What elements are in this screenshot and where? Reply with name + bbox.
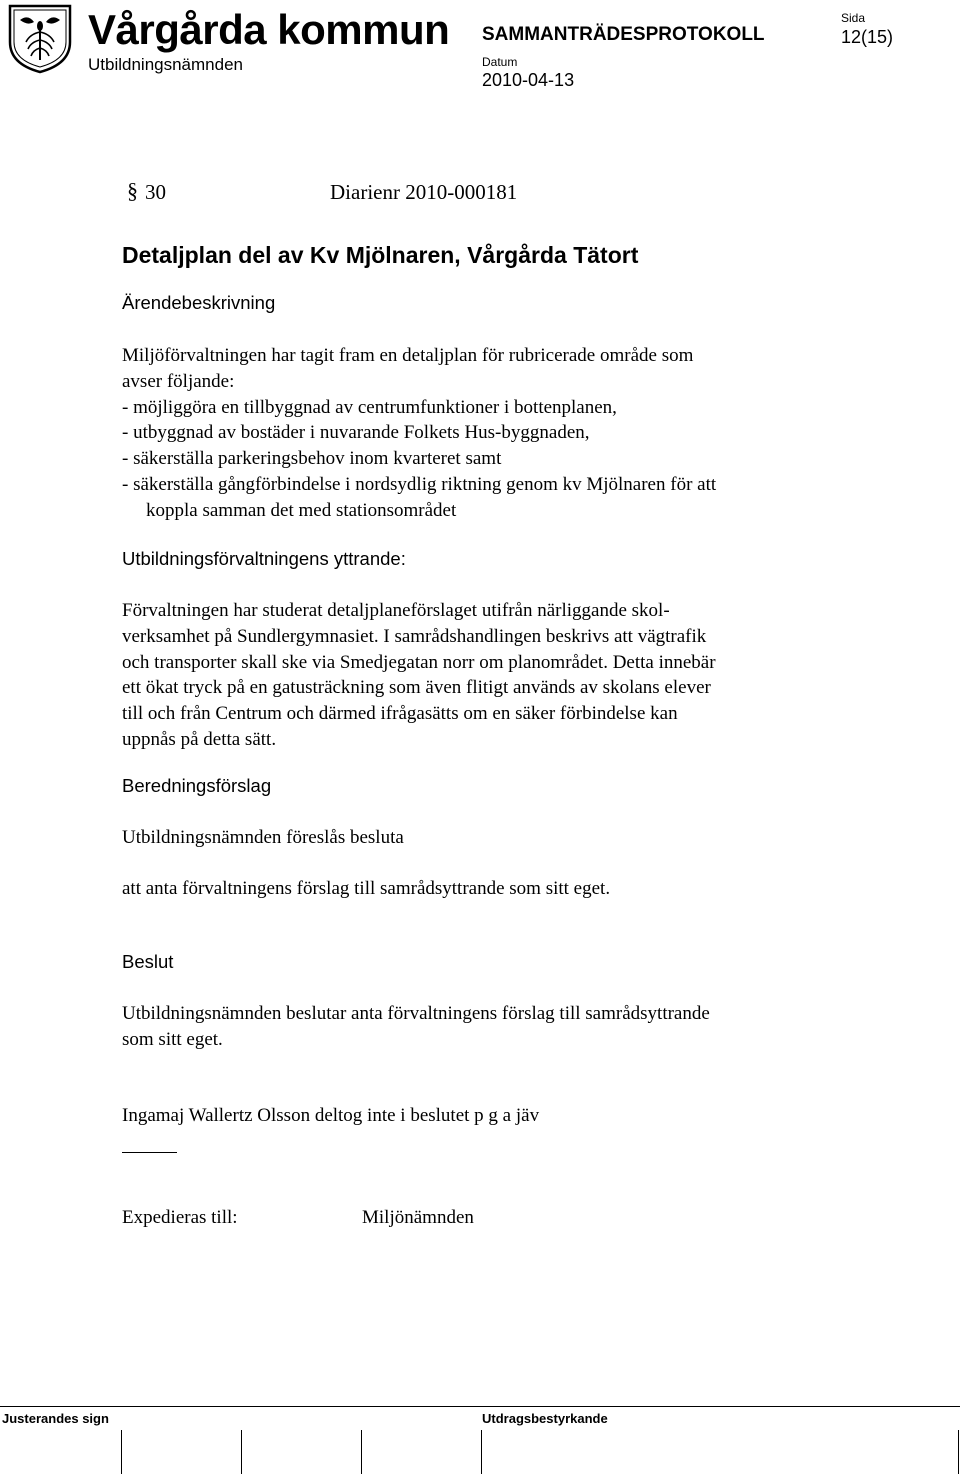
list-item: - utbyggnad av bostäder i nuvarande Folkets Hus-byggnaden, xyxy=(122,422,590,444)
justerandes-sign-label: Justerandes sign xyxy=(2,1411,109,1426)
list-item: - möjliggöra en tillbyggnad av centrumfunktioner i bottenplanen, xyxy=(122,396,617,418)
text-line: uppnås på detta sätt. xyxy=(122,728,277,750)
signature-box-divider xyxy=(121,1430,122,1474)
beslut-paragraph xyxy=(122,1001,832,1053)
case-title: Detaljplan del av Kv Mjölnaren, Vårgårda Tätort xyxy=(122,242,639,268)
organization-name: Vårgårda kommun xyxy=(88,6,450,53)
signature-divider xyxy=(122,1152,177,1153)
signature-box-divider xyxy=(481,1430,482,1474)
text-line: som sitt eget. xyxy=(122,1028,223,1050)
beredning-intro: Utbildningsnämnden föreslås besluta xyxy=(122,827,404,848)
utdragsbestyrkande-label: Utdragsbestyrkande xyxy=(482,1411,608,1426)
document-type: SAMMANTRÄDESPROTOKOLL xyxy=(482,24,765,45)
list-item-continuation: koppla samman det med stationsområdet xyxy=(146,499,457,521)
footer-divider xyxy=(0,1406,960,1407)
section-heading-arendebeskrivning: Ärendebeskrivning xyxy=(122,292,276,313)
text-line: Förvaltningen har studerat detaljplaneförslaget utifrån närliggande skol- xyxy=(122,600,670,621)
yttrande-paragraph xyxy=(122,598,832,753)
text-line: Miljöförvaltningen har tagit fram en detaljplan för rubricerade område som xyxy=(122,345,694,366)
text-line: till och från Centrum och därmed ifrågasätts om en säker förbindelse kan xyxy=(122,703,678,725)
municipal-coat-of-arms-icon xyxy=(4,2,76,74)
case-number: 30 xyxy=(145,180,166,204)
beredning-text: att anta förvaltningens förslag till samrådsyttrande som sitt eget. xyxy=(122,878,611,899)
list-item: - säkerställa gångförbindelse i nordsydlig riktning genom kv Mjölnaren för att xyxy=(122,473,717,495)
section-heading-beslut: Beslut xyxy=(122,951,174,972)
text-line: och transporter skall ske via Smedjegatan norr om planområdet. Detta innebär xyxy=(122,651,716,673)
jav-note: Ingamaj Wallertz Olsson deltog inte i beslutet p g a jäv xyxy=(122,1105,540,1126)
list-item: - säkerställa parkeringsbehov inom kvarteret samt xyxy=(122,448,502,470)
signature-box-divider xyxy=(241,1430,242,1474)
section-heading-beredningsforslag: Beredningsförslag xyxy=(122,775,272,796)
signature-box-divider xyxy=(361,1430,362,1474)
page-label: Sida xyxy=(841,11,866,25)
date-label: Datum xyxy=(482,55,518,69)
expedieras-label: Expedieras till: xyxy=(122,1207,238,1228)
arende-paragraph xyxy=(122,343,832,524)
diary-number: Diarienr 2010-000181 xyxy=(330,180,518,204)
paragraph-sign: § xyxy=(127,178,138,203)
committee-name: Utbildningsnämnden xyxy=(88,55,243,74)
expedieras-value: Miljönämnden xyxy=(362,1207,474,1228)
section-heading-yttrande: Utbildningsförvaltningens yttrande: xyxy=(122,548,406,569)
page-number: 12(15) xyxy=(841,27,894,47)
date-value: 2010-04-13 xyxy=(482,70,575,90)
text-line: verksamhet på Sundlergymnasiet. I samrådshandlingen beskrivs att vägtrafik xyxy=(122,625,707,647)
text-line: ett ökat tryck på en gatusträckning som även flitigt används av skolans elever xyxy=(122,677,711,699)
text-line: avser följande: xyxy=(122,370,235,392)
signature-box-divider xyxy=(958,1430,959,1474)
text-line: Utbildningsnämnden beslutar anta förvaltningens förslag till samrådsyttrande xyxy=(122,1003,710,1024)
